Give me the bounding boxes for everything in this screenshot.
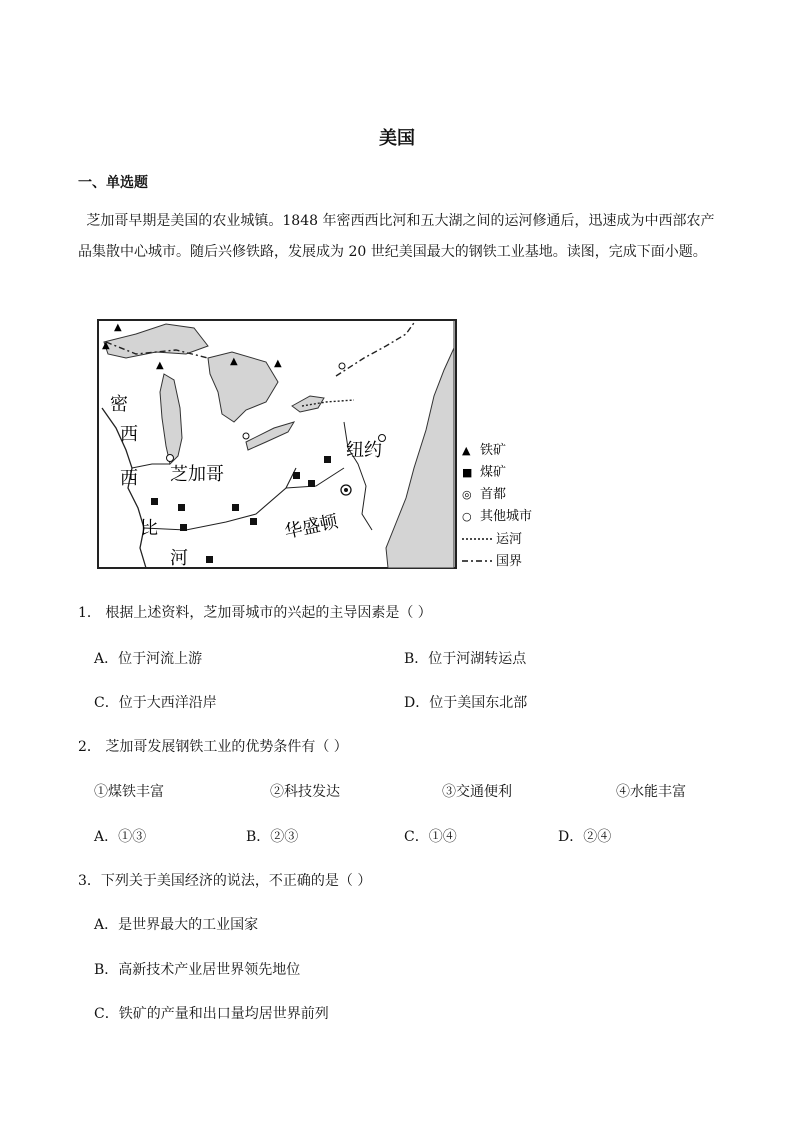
- q1-option-c[interactable]: C．位于大西洋沿岸: [94, 695, 217, 711]
- legend-symbol: ◎: [462, 488, 472, 501]
- coal-symbol: [206, 556, 213, 563]
- iron-ore-symbol: ▲: [230, 356, 238, 367]
- legend-label: 运河: [496, 532, 523, 547]
- intro-text: 芝加哥早期是美国的农业城镇。1848 年密西西比河和五大湖之间的运河修通后，迅速成为中西部农产品集散中心城市。随后兴修铁路，发展成为 20 世纪美国最大的钢铁工业基地。读图，完成下面小题。: [78, 213, 715, 260]
- page-title: 美国: [379, 128, 415, 149]
- legend-label: 其他城市: [480, 509, 533, 524]
- q2-option-b[interactable]: B．②③: [246, 829, 299, 845]
- washington-label: 华盛顿: [282, 511, 340, 543]
- coal-symbol: [293, 472, 300, 479]
- legend-symbol: ○: [462, 510, 472, 523]
- coal-symbol: [324, 456, 331, 463]
- q1-option-a[interactable]: A．位于河流上游: [94, 651, 203, 667]
- legend-label: 煤矿: [480, 465, 507, 480]
- chicago-city-marker: [167, 455, 174, 462]
- q2-item-2: ②科技发达: [270, 784, 340, 800]
- legend-label: 铁矿: [480, 443, 507, 458]
- q2-item-4: ④水能丰富: [616, 784, 686, 800]
- q2-option-a[interactable]: A．①③: [94, 829, 147, 845]
- newyork-label: 纽约: [346, 440, 382, 461]
- q2-item-1: ①煤铁丰富: [94, 784, 164, 800]
- coal-symbol: [178, 504, 185, 511]
- iron-ore-symbol: ▲: [102, 340, 110, 351]
- question-1-stem: 1． 根据上述资料，芝加哥城市的兴起的主导因素是（ ）: [78, 605, 432, 621]
- city-marker: [339, 363, 345, 369]
- iron-ore-symbol: ▲: [274, 358, 282, 369]
- river-label-4: 比: [140, 518, 158, 539]
- coal-symbol: [151, 498, 158, 505]
- question-3-stem: 3．下列关于美国经济的说法，不正确的是（ ）: [78, 873, 372, 889]
- iron-ore-symbol: ▲: [156, 360, 164, 371]
- chicago-label: 芝加哥: [170, 464, 224, 485]
- river-label-3: 西: [120, 468, 138, 489]
- river-label-2: 西: [120, 424, 138, 445]
- intro-passage: [78, 206, 718, 268]
- question-2-stem: 2． 芝加哥发展钢铁工业的优势条件有（ ）: [78, 739, 348, 755]
- legend-symbol: ■: [462, 466, 473, 479]
- capital-marker-dot: [344, 488, 348, 492]
- map-figure: [96, 318, 571, 572]
- q2-option-c[interactable]: C．①④: [404, 829, 457, 845]
- legend-label: 国界: [496, 554, 523, 569]
- legend-label: 首都: [480, 487, 507, 502]
- q3-option-c[interactable]: C．铁矿的产量和出口量均居世界前列: [94, 1006, 329, 1022]
- q2-option-d[interactable]: D．②④: [558, 829, 612, 845]
- river-label-1: 密: [110, 394, 128, 415]
- map-legend: [462, 442, 532, 569]
- legend-symbol: ▲: [462, 444, 471, 457]
- q3-option-b[interactable]: B．高新技术产业居世界领先地位: [94, 962, 301, 978]
- q3-option-a[interactable]: A．是世界最大的工业国家: [94, 917, 259, 933]
- q1-option-d[interactable]: D．位于美国东北部: [404, 695, 528, 711]
- coal-symbol: [232, 504, 239, 511]
- river-label-5: 河: [170, 548, 188, 569]
- city-marker: [243, 433, 249, 439]
- coal-symbol: [250, 518, 257, 525]
- coal-symbol: [308, 480, 315, 487]
- coal-symbol: [180, 524, 187, 531]
- q2-item-3: ③交通便利: [442, 784, 512, 800]
- section-heading: 一、单选题: [78, 175, 148, 191]
- q1-option-b[interactable]: B．位于河湖转运点: [404, 651, 527, 667]
- iron-ore-symbol: ▲: [114, 322, 122, 333]
